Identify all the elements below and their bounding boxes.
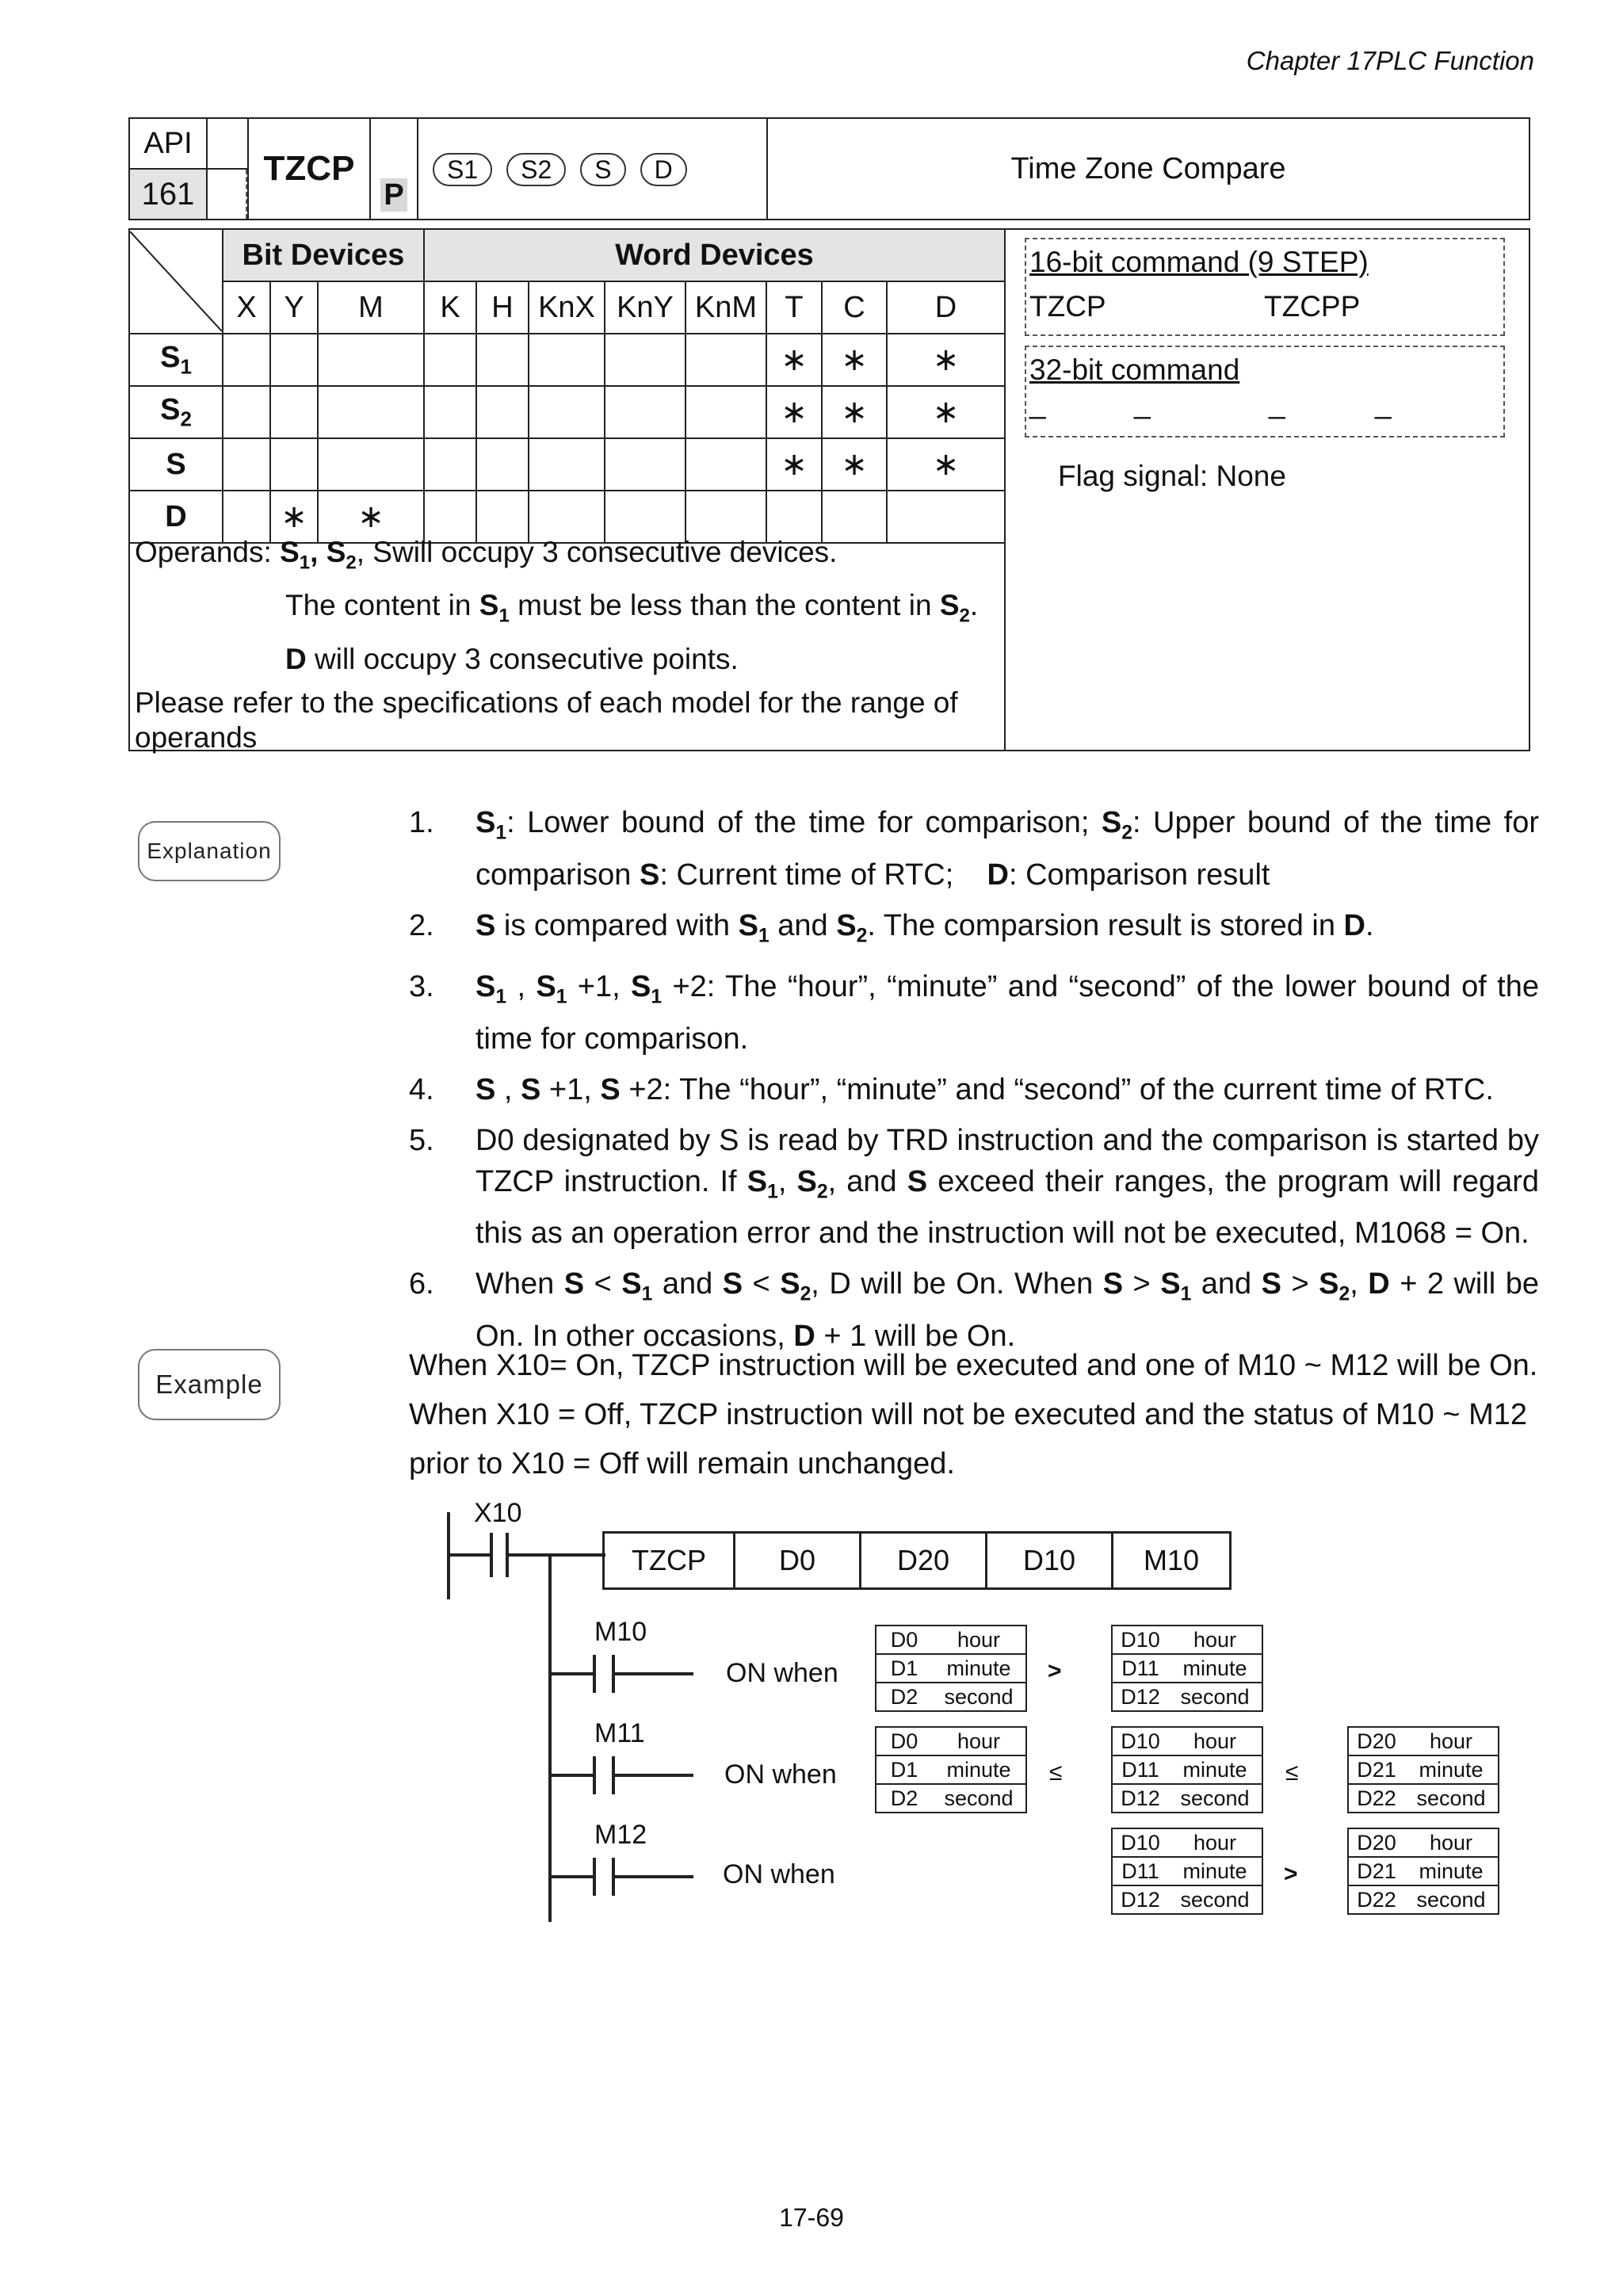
unit: minute [1182,1859,1247,1883]
row-label [129,386,223,438]
operand-sub: 2 [346,552,357,574]
output-m11-label: M11 [594,1718,645,1748]
example-line: When X10 = Off, TZCP instruction will not be executed and the status of M10 ~ M12 [409,1398,1527,1431]
row-label-text: S [160,340,181,374]
bit-devices-header: Bit Devices [223,229,424,281]
title-block [128,117,1530,220]
device-cell [605,438,685,491]
device-cell: ∗ [887,438,1005,491]
unit: minute [1419,1859,1484,1883]
unit: minute [946,1656,1011,1680]
explanation-list [409,802,1539,1366]
device-table [128,228,1006,544]
device-cell [476,438,529,491]
reg: D0 [890,1729,918,1753]
item-number: 2. [409,908,434,942]
s-time-box [875,1625,1027,1712]
device-cell [318,386,424,438]
unit: second [1180,1685,1250,1709]
unit: hour [957,1628,1001,1652]
instr-cell: D20 [861,1533,987,1589]
reg: D11 [1121,1859,1159,1883]
unit: hour [1193,1729,1237,1753]
instruction-mnemonic: TZCP [248,118,370,220]
row-label [129,334,223,386]
device-cell [685,334,766,386]
unit: minute [1182,1758,1247,1782]
col-header: KnY [605,281,685,334]
device-cell [270,334,318,386]
item-text: When $S < S_1$ and $S < S_2$, D will be On. When $S > S_1$ and $S > S_2$, D + 2 will be On. In other occasions, D + 1 will be On. [475,1267,1539,1353]
s-time-box [875,1726,1027,1813]
unit: hour [1429,1831,1473,1855]
device-cell: ∗ [318,491,424,543]
unit: second [1180,1888,1250,1912]
example-line: When X10= On, TZCP instruction will be executed and one of M10 ~ M12 will be On. [409,1349,1538,1382]
col-header: M [318,281,424,334]
reg: D1 [890,1656,918,1680]
cmd32-dash: _ [1029,387,1046,419]
item-text: S is compared with $S_1$ and $S_2$. The comparsion result is stored in D. [475,908,1374,947]
col-header: X [223,281,270,334]
col-header: K [424,281,476,334]
item-number: 5. [409,1123,434,1157]
row-label [129,438,223,491]
reg: D1 [890,1758,918,1782]
device-cell: ∗ [270,491,318,543]
reg: D11 [1121,1758,1159,1782]
s2-time-box [1347,1726,1499,1813]
device-cell [685,386,766,438]
operands-text: must be less than the content in [509,589,940,622]
instr-cell: TZCP [604,1533,735,1589]
api-label: API [130,119,206,170]
cmd16-label: 16-bit command (9 STEP) [1029,246,1369,278]
operand-label: S [326,536,346,568]
device-cell [223,438,270,491]
unit: hour [1193,1628,1237,1652]
device-cell [424,438,476,491]
operand-label: S [280,536,300,568]
on-when-label: ON when [724,1759,837,1790]
ladder-diagram [428,1498,1585,1934]
function-name: Time Zone Compare [767,118,1529,220]
col-header: H [476,281,529,334]
operand-sub: 1 [498,605,510,627]
cmd32-label: 32-bit command [1029,353,1240,386]
cmd16-pulse-name: TZCPP [1264,290,1361,323]
cmd32-dash: _ [1269,387,1285,419]
reg: D11 [1121,1656,1159,1680]
operand-label: D [285,642,307,675]
s1-time-box [1111,1726,1263,1813]
device-cell [529,386,605,438]
unit: second [1416,1786,1486,1810]
diagonal-corner [130,231,222,331]
le-sign: ≤ [1049,1759,1063,1786]
unit: minute [1419,1758,1484,1782]
device-cell: ∗ [822,386,887,438]
operand-label: S [479,589,499,622]
s1-time-box [1111,1828,1263,1915]
unit: second [944,1685,1014,1709]
instr-cell: D10 [987,1533,1113,1589]
device-cell [270,386,318,438]
reg: D20 [1357,1831,1396,1855]
unit: hour [957,1729,1001,1753]
reg: D22 [1357,1888,1396,1912]
word-devices-header: Word Devices [424,229,1005,281]
flag-signal: Flag signal: None [1058,460,1286,492]
unit: minute [1182,1656,1247,1680]
operand-list [418,118,767,220]
api-number: 161 [130,170,206,219]
pulse-flag: P [380,178,407,212]
operand-d: D [640,153,687,186]
operands-text: The content in [285,589,479,622]
reg: D22 [1357,1786,1396,1810]
period: . [969,589,979,622]
reg: D10 [1121,1831,1160,1855]
item-number: 4. [409,1072,434,1106]
device-cell: ∗ [887,334,1005,386]
gt-sign: > [1284,1861,1298,1887]
device-cell: ∗ [822,438,887,491]
reg: D12 [1121,1685,1160,1709]
row-label-text: S [166,447,186,481]
device-cell [270,438,318,491]
output-m12-label: M12 [594,1820,647,1850]
device-cell: ∗ [822,334,887,386]
row-label-sub: 2 [180,407,192,431]
explanation-badge: Explanation [138,821,281,881]
device-cell [605,334,685,386]
reg: D21 [1357,1758,1396,1782]
device-cell [476,334,529,386]
example-badge: Example [138,1349,281,1420]
output-m10-label: M10 [594,1617,647,1647]
cmd32-dash: _ [1375,387,1392,419]
col-header: T [766,281,822,334]
item-number: 3. [409,970,434,1004]
reg: D20 [1357,1729,1396,1753]
reg: D12 [1121,1786,1160,1810]
operand-label: S [939,589,960,622]
command-info-panel [1006,228,1530,751]
reg: D2 [890,1786,918,1810]
reg: D0 [890,1628,918,1652]
instr-cell: M10 [1113,1533,1231,1589]
col-header: KnX [529,281,605,334]
col-header: KnM [685,281,766,334]
device-row [129,438,1005,491]
range-note: Please refer to the specifications of each model for the range of operands [135,686,958,754]
example-text [409,1341,1539,1488]
operand-sub: 2 [959,605,970,627]
device-cell: ∗ [887,386,1005,438]
item-text: S , S +1, S +2: The “hour”, “minute” and “second” of the current time of RTC. [475,1072,1494,1106]
example-line: prior to X10 = Off will remain unchanged. [409,1447,955,1480]
device-row [129,334,1005,386]
device-cell [685,438,766,491]
device-cell [223,386,270,438]
device-cell [318,438,424,491]
device-cell: ∗ [766,386,822,438]
explanation-item [409,802,1539,896]
reg: D12 [1121,1888,1160,1912]
unit: second [1416,1888,1486,1912]
cmd32-dash: _ [1134,387,1151,419]
item-text: $S_1$: Lower bound of the time for comparison; $S_2$: Upper bound of the time for comparison S: Current time of RTC; D: Comparison result [475,806,1539,892]
col-header: C [822,281,887,334]
operands-text: will occupy 3 consecutive points. [306,642,739,675]
explanation-item [409,905,1539,957]
device-cell: ∗ [766,438,822,491]
s2-time-box [1347,1828,1499,1915]
le-sign: ≤ [1285,1759,1299,1786]
device-cell [223,334,270,386]
operand-s2: S2 [506,153,566,186]
operand-s1: S1 [433,153,492,186]
instruction-box [602,1531,1232,1590]
cmd32-box [1025,346,1505,437]
reg: D21 [1357,1859,1396,1883]
col-header: D [887,281,1005,334]
item-number: 6. [409,1267,434,1301]
device-cell [318,334,424,386]
device-cell [605,386,685,438]
device-cell [529,438,605,491]
gt-sign: > [1048,1658,1062,1684]
reg: D10 [1121,1628,1160,1652]
device-cell: ∗ [766,334,822,386]
chapter-header: Chapter 17PLC Function [1246,46,1534,75]
unit: hour [1429,1729,1473,1753]
cmd16-name: TZCP [1029,290,1106,323]
row-label-text: D [165,499,187,533]
on-when-label: ON when [726,1658,838,1688]
cmd16-box [1025,238,1505,336]
col-header: Y [270,281,318,334]
unit: hour [1193,1831,1237,1855]
operand-sub: 1 [299,552,311,574]
row-label-sub: 1 [180,354,192,379]
unit: second [1180,1786,1250,1810]
unit: minute [946,1758,1011,1782]
explanation-item [409,1069,1539,1110]
on-when-label: ON when [723,1859,835,1889]
item-text: $S_1$ , $S_1 +1$, $S_1 +2$: The “hour”, “minute” and “second” of the lower bound of the time for comparison. [475,970,1539,1056]
row-label-text: S [160,392,181,426]
reg: D10 [1121,1729,1160,1753]
operand-s: S [580,153,625,186]
item-text: D0 designated by S is read by TRD instruction and the comparison is started by TZCP instruction. If $S_1$, $S_2$, and S exceed their ranges, the program will regard this as an operation error and the instruction will not be executed, M1068 = On. [475,1123,1540,1251]
device-row [129,386,1005,438]
separator: , [310,536,327,568]
device-cell [424,334,476,386]
device-cell [424,386,476,438]
item-number: 1. [409,806,434,839]
device-cell [476,386,529,438]
unit: second [944,1786,1014,1810]
explanation-item [409,1120,1539,1255]
reg: D2 [890,1685,918,1709]
operands-note [128,531,1006,754]
explanation-item [409,966,1539,1060]
s1-time-box [1111,1625,1263,1712]
device-cell [529,334,605,386]
page-number: 17-69 [779,2203,844,2232]
contact-x10-label: X10 [474,1498,522,1528]
operands-text: , Swill occupy 3 consecutive devices. [356,536,838,568]
operands-prefix: Operands: [135,536,281,568]
instr-cell: D0 [735,1533,861,1589]
